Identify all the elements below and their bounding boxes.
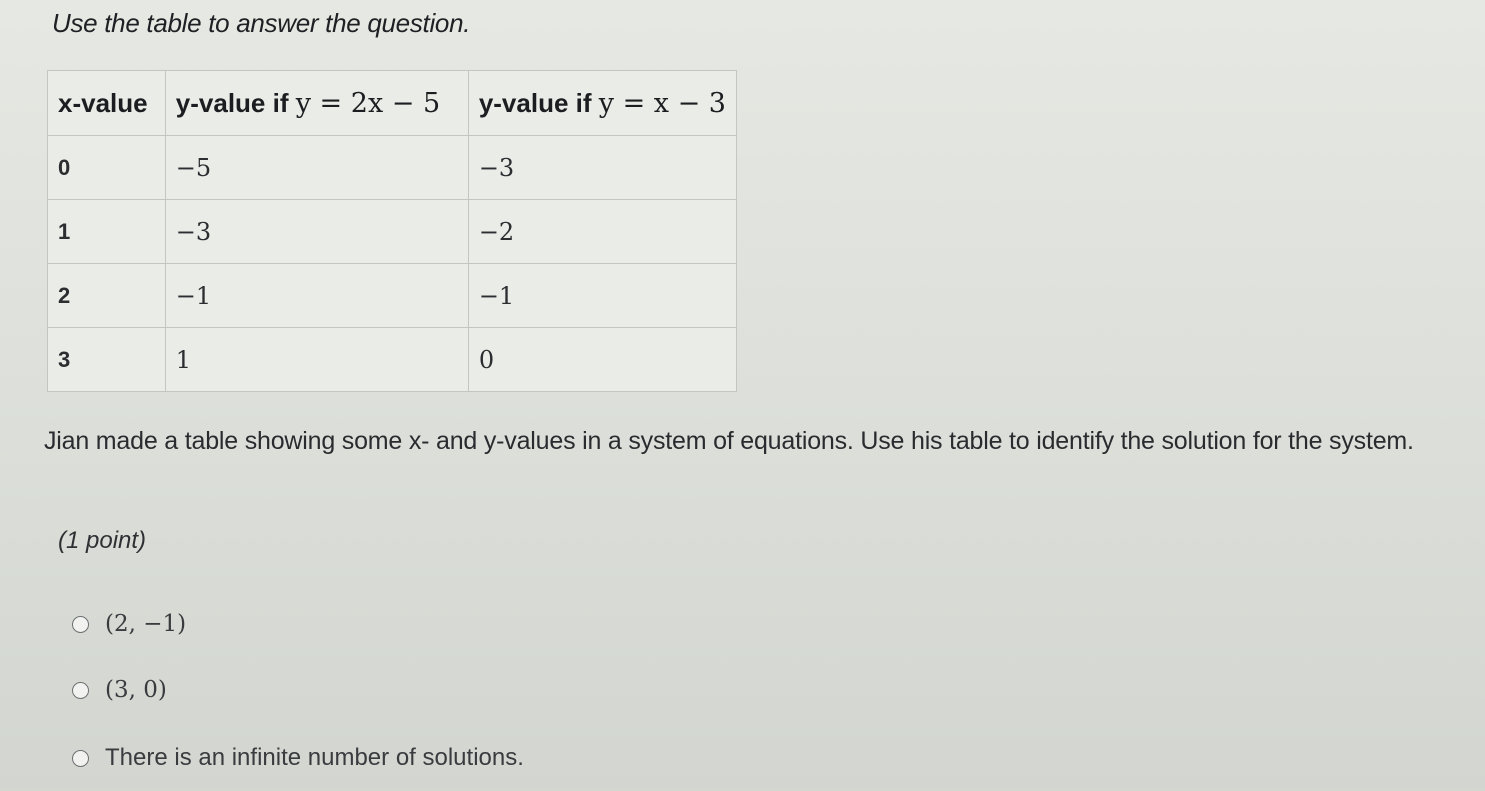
radio-button[interactable] xyxy=(72,682,89,699)
cell-x: 0 xyxy=(48,136,166,200)
values-table xyxy=(47,70,737,392)
header-y2-equation: y = x − 3 xyxy=(598,87,726,119)
header-x-value: x-value xyxy=(48,71,166,136)
header-y1-equation: y = 2x − 5 xyxy=(295,87,441,119)
cell-y2: −3 xyxy=(468,136,736,200)
header-y2-prefix: y-value if xyxy=(478,87,599,118)
answer-choice-b[interactable] xyxy=(72,677,167,703)
header-y1-prefix: y-value if xyxy=(175,87,296,118)
cell-y1: −1 xyxy=(165,264,468,328)
cell-y1: −5 xyxy=(165,136,468,200)
cell-x: 1 xyxy=(48,200,166,264)
cell-x: 3 xyxy=(48,328,166,392)
table-header-row xyxy=(48,71,737,136)
cell-y2: 0 xyxy=(468,328,736,392)
choice-label[interactable]: There is an infinite number of solutions. xyxy=(105,744,524,771)
cell-y2: −1 xyxy=(468,264,736,328)
choice-label[interactable]: (2, −1) xyxy=(105,611,187,637)
table-row xyxy=(48,136,737,200)
radio-button[interactable] xyxy=(72,616,89,633)
points-label: (1 point) xyxy=(58,527,147,554)
table-row xyxy=(48,200,737,264)
header-y-value-eq2 xyxy=(468,71,736,136)
cell-y1: −3 xyxy=(165,200,468,264)
question-text: Jian made a table showing some x- and y-values in a system of equations. Use his table to identify the solution for the system. xyxy=(44,427,1414,455)
cell-x: 2 xyxy=(48,264,166,328)
table-row xyxy=(48,264,737,328)
table-row xyxy=(48,328,737,392)
choice-label[interactable]: (3, 0) xyxy=(105,677,167,703)
radio-button[interactable] xyxy=(72,750,89,767)
header-y-value-eq1 xyxy=(165,71,468,136)
cell-y2: −2 xyxy=(468,200,736,264)
answer-choice-a[interactable] xyxy=(72,611,186,637)
answer-choice-c[interactable] xyxy=(72,744,524,772)
instruction-text: Use the table to answer the question. xyxy=(52,8,471,38)
cell-y1: 1 xyxy=(165,328,468,392)
